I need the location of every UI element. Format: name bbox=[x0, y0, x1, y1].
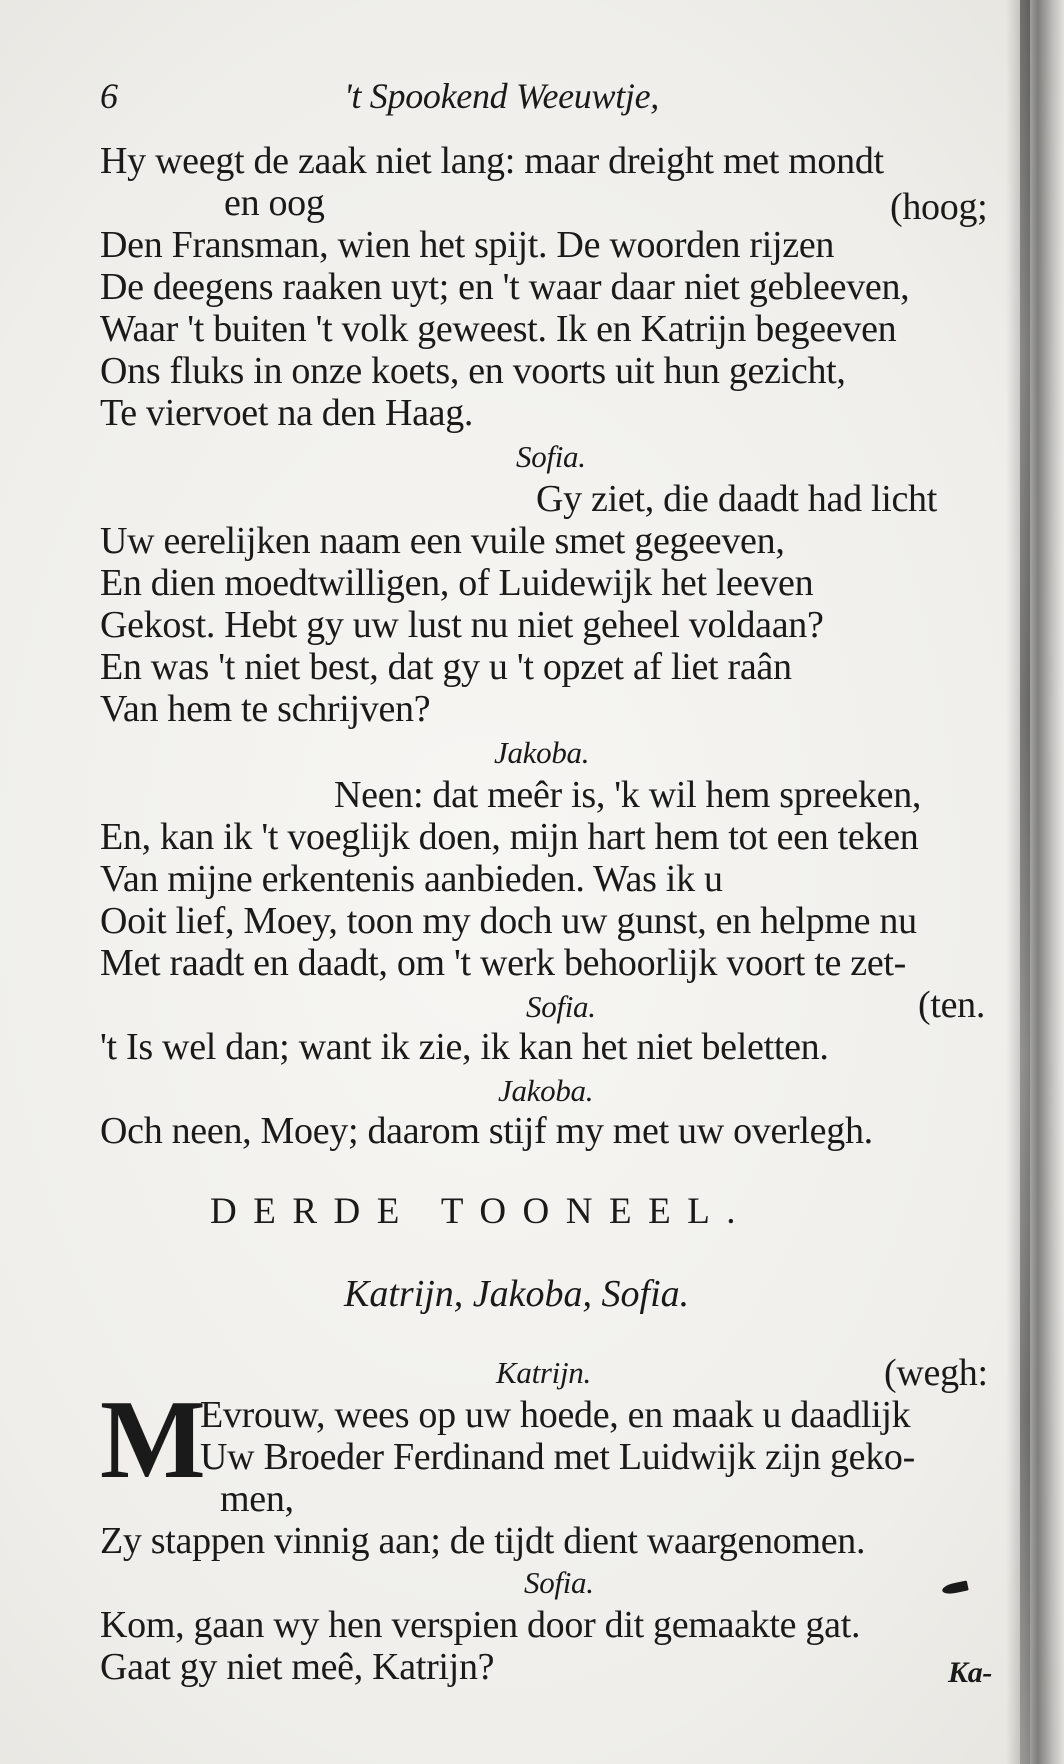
speaker-name: Katrijn. bbox=[496, 1355, 591, 1390]
speaker-name: Sofia. bbox=[526, 989, 596, 1024]
verse-line-turnover: (ten. bbox=[918, 984, 986, 1026]
verse-line: Gy ziet, die daadt had licht bbox=[536, 478, 938, 520]
catchword: Ka- bbox=[948, 1656, 993, 1689]
speaker-name: Jakoba. bbox=[498, 1073, 594, 1108]
printers-mark-icon bbox=[941, 1580, 969, 1595]
running-title: 't Spookend Weeuwtje, bbox=[344, 76, 659, 116]
speaker-name: Sofia. bbox=[516, 439, 586, 474]
verse-line: Van hem te schrijven? bbox=[100, 688, 431, 730]
scene-heading: DERDE TOONEEL. bbox=[210, 1191, 753, 1232]
speaker-name: Jakoba. bbox=[494, 735, 590, 770]
speaker-name: Sofia. bbox=[524, 1565, 594, 1600]
verse-line: Waar 't buiten 't volk geweest. Ik en Katrijn begeeven bbox=[100, 308, 897, 350]
verse-line: Och neen, Moey; daarom stijf my met uw overlegh. bbox=[100, 1110, 873, 1152]
verse-line: 't Is wel dan; want ik zie, ik kan het niet beletten. bbox=[100, 1026, 829, 1068]
verse-line: Ons fluks in onze koets, en voorts uit hun gezicht, bbox=[100, 350, 846, 392]
verse-line: Evrouw, wees op uw hoede, en maak u daadlijk bbox=[200, 1394, 911, 1436]
drop-capital: M bbox=[100, 1378, 206, 1502]
verse-line: En was 't niet best, dat gy u 't opzet af liet raân bbox=[100, 646, 792, 688]
dramatis-personae: Katrijn, Jakoba, Sofia. bbox=[344, 1273, 690, 1315]
verse-line: En dien moedtwilligen, of Luidewijk het leeven bbox=[100, 562, 814, 604]
verse-line: Hy weegt de zaak niet lang: maar dreight met mondt bbox=[100, 140, 884, 182]
verse-line-turnover: (hoog; bbox=[890, 186, 988, 228]
verse-line: Uw Broeder Ferdinand met Luidwijk zijn geko- bbox=[200, 1436, 915, 1478]
verse-line: Van mijne erkentenis aanbieden. Was ik u bbox=[100, 858, 723, 900]
verse-line: Den Fransman, wien het spijt. De woorden rijzen bbox=[100, 224, 835, 266]
binding-edge bbox=[1020, 0, 1030, 1764]
verse-line: Neen: dat meêr is, 'k wil hem spreeken, bbox=[334, 774, 922, 816]
binding-gutter-shadow bbox=[1006, 0, 1064, 1764]
page-number: 6 bbox=[100, 76, 118, 116]
verse-line: Te viervoet na den Haag. bbox=[100, 392, 474, 434]
verse-line: Zy stappen vinnig aan; de tijdt dient waargenomen. bbox=[100, 1520, 866, 1562]
verse-line: En, kan ik 't voeglijk doen, mijn hart hem tot een teken bbox=[100, 816, 919, 858]
verse-line-turnover: (wegh: bbox=[884, 1352, 988, 1394]
verse-line: Gaat gy niet meê, Katrijn? bbox=[100, 1646, 495, 1688]
verse-line: men, bbox=[220, 1478, 294, 1520]
verse-line: Met raadt en daadt, om 't werk behoorlijk voort te zet- bbox=[100, 942, 907, 984]
verse-line: Gekost. Hebt gy uw lust nu niet geheel voldaan? bbox=[100, 604, 824, 646]
verse-line: Ooit lief, Moey, toon my doch uw gunst, en helpme nu bbox=[100, 900, 917, 942]
verse-line: De deegens raaken uyt; en 't waar daar niet gebleeven, bbox=[100, 266, 910, 308]
verse-line: Uw eerelijken naam een vuile smet gegeeven, bbox=[100, 520, 785, 562]
verse-line: en oog bbox=[224, 182, 325, 224]
verse-line: Kom, gaan wy hen verspien door dit gemaakte gat. bbox=[100, 1604, 861, 1646]
